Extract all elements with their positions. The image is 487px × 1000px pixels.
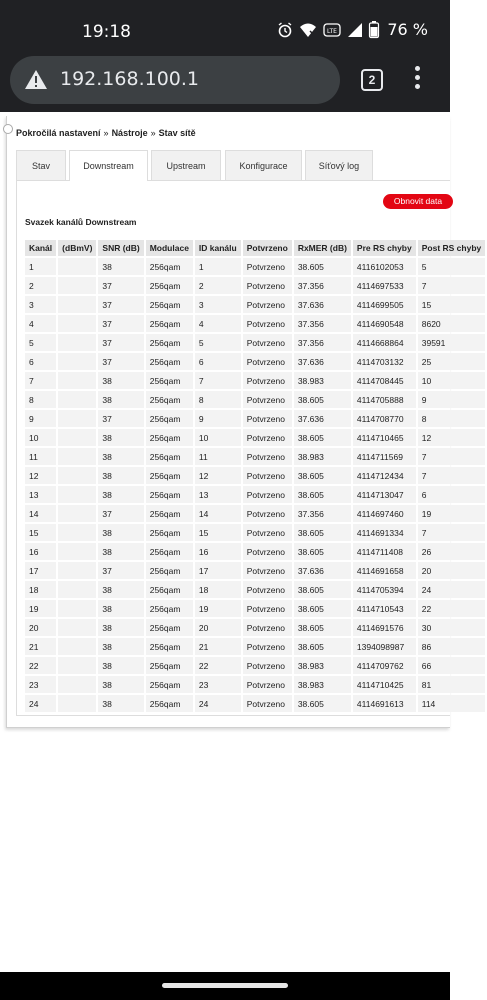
table-cell: 38 xyxy=(98,600,143,617)
table-cell: 17 xyxy=(25,562,56,579)
table-cell: 24 xyxy=(25,695,56,712)
table-cell: Potvrzeno xyxy=(243,410,292,427)
table-cell xyxy=(58,524,96,541)
table-cell: 38 xyxy=(98,695,143,712)
table-cell: 256qam xyxy=(146,562,193,579)
battery-percent: 76 % xyxy=(387,20,428,39)
table-cell: 38.983 xyxy=(294,448,351,465)
table-cell: 38.605 xyxy=(294,524,351,541)
table-cell: 256qam xyxy=(146,581,193,598)
status-time: 19:18 xyxy=(82,22,131,42)
wifi-icon xyxy=(299,22,317,38)
table-row xyxy=(25,353,485,370)
table-row xyxy=(25,657,485,674)
table-cell: 24 xyxy=(195,695,241,712)
table-cell: 4114709762 xyxy=(353,657,416,674)
table-cell: 256qam xyxy=(146,296,193,313)
table-cell: 39591 xyxy=(418,334,486,351)
table-cell: 37 xyxy=(98,410,143,427)
table-cell: 19 xyxy=(25,600,56,617)
browser-toolbar xyxy=(0,52,450,112)
column-header: SNR (dB) xyxy=(98,240,143,256)
table-cell: 4114691576 xyxy=(353,619,416,636)
table-cell: 256qam xyxy=(146,600,193,617)
battery-icon xyxy=(369,21,379,38)
table-cell: 38.983 xyxy=(294,676,351,693)
table-cell: 18 xyxy=(195,581,241,598)
table-cell: 22 xyxy=(195,657,241,674)
status-icons xyxy=(277,20,428,39)
table-cell: 38.605 xyxy=(294,391,351,408)
table-cell: 38 xyxy=(98,581,143,598)
table-cell xyxy=(58,334,96,351)
column-header: RxMER (dB) xyxy=(294,240,351,256)
breadcrumb-separator: » xyxy=(150,128,156,138)
table-cell: 38 xyxy=(98,258,143,275)
table-cell: 20 xyxy=(25,619,56,636)
table-cell: 2 xyxy=(25,277,56,294)
table-cell: Potvrzeno xyxy=(243,562,292,579)
table-cell: 66 xyxy=(418,657,486,674)
section-title: Svazek kanálů Downstream xyxy=(25,217,137,227)
table-cell: 37 xyxy=(98,315,143,332)
table-cell: 4114705888 xyxy=(353,391,416,408)
home-gesture-handle[interactable] xyxy=(162,983,288,988)
table-cell: 8 xyxy=(25,391,56,408)
table-cell: 15 xyxy=(195,524,241,541)
table-cell: 38.605 xyxy=(294,258,351,275)
table-cell: 256qam xyxy=(146,676,193,693)
table-cell: Potvrzeno xyxy=(243,676,292,693)
table-row xyxy=(25,581,485,598)
table-cell: 10 xyxy=(418,372,486,389)
table-row xyxy=(25,296,485,313)
table-cell: 8620 xyxy=(418,315,486,332)
table-cell: 4114697460 xyxy=(353,505,416,522)
table-cell: 5 xyxy=(25,334,56,351)
table-cell: 1 xyxy=(195,258,241,275)
table-cell: 30 xyxy=(418,619,486,636)
table-cell: 37 xyxy=(98,562,143,579)
table-cell: Potvrzeno xyxy=(243,391,292,408)
table-cell: 4114705394 xyxy=(353,581,416,598)
url-text[interactable]: 192.168.100.1 xyxy=(60,68,200,90)
table-cell xyxy=(58,657,96,674)
table-cell: 256qam xyxy=(146,486,193,503)
table-cell: Potvrzeno xyxy=(243,448,292,465)
table-cell: 256qam xyxy=(146,505,193,522)
table-cell: 37.356 xyxy=(294,315,351,332)
table-cell: 38 xyxy=(98,619,143,636)
table-cell: 4114708770 xyxy=(353,410,416,427)
table-cell: 16 xyxy=(195,543,241,560)
table-cell: 7 xyxy=(418,277,486,294)
table-cell: 6 xyxy=(25,353,56,370)
table-cell xyxy=(58,277,96,294)
column-header: ID kanálu xyxy=(195,240,241,256)
table-cell: 38 xyxy=(98,372,143,389)
table-cell: 38.605 xyxy=(294,543,351,560)
table-cell: 38.605 xyxy=(294,429,351,446)
warning-icon[interactable] xyxy=(24,68,48,92)
column-header: Potvrzeno xyxy=(243,240,292,256)
table-cell: 8 xyxy=(418,410,486,427)
table-cell: 256qam xyxy=(146,429,193,446)
table-cell: Potvrzeno xyxy=(243,277,292,294)
table-row xyxy=(25,543,485,560)
table-cell: 38.983 xyxy=(294,657,351,674)
tab-switcher-button[interactable]: 2 xyxy=(361,69,383,91)
table-cell: Potvrzeno xyxy=(243,600,292,617)
table-cell: 1 xyxy=(25,258,56,275)
table-cell: Potvrzeno xyxy=(243,353,292,370)
table-cell: 14 xyxy=(25,505,56,522)
table-cell: 17 xyxy=(195,562,241,579)
table-cell: 15 xyxy=(25,524,56,541)
table-cell: 256qam xyxy=(146,657,193,674)
dot-icon xyxy=(415,84,420,89)
table-cell: 4114710543 xyxy=(353,600,416,617)
tab-downstream[interactable]: Downstream xyxy=(69,150,148,181)
table-cell: 256qam xyxy=(146,372,193,389)
table-cell: 2 xyxy=(195,277,241,294)
table-row xyxy=(25,410,485,427)
table-cell xyxy=(58,429,96,446)
address-bar[interactable] xyxy=(10,56,340,104)
breadcrumb-item-advanced[interactable]: Pokročilá nastavení xyxy=(16,128,101,138)
table-cell: 256qam xyxy=(146,353,193,370)
table-row xyxy=(25,391,485,408)
table-row xyxy=(25,315,485,332)
table-cell: 18 xyxy=(25,581,56,598)
table-cell: 7 xyxy=(418,524,486,541)
table-cell: 37.636 xyxy=(294,562,351,579)
table-cell: 256qam xyxy=(146,258,193,275)
table-cell: 38 xyxy=(98,657,143,674)
table-row xyxy=(25,600,485,617)
table-cell: Potvrzeno xyxy=(243,315,292,332)
table-row xyxy=(25,619,485,636)
table-cell: 12 xyxy=(25,467,56,484)
table-cell: 4114691613 xyxy=(353,695,416,712)
table-cell: 7 xyxy=(418,448,486,465)
table-cell: 5 xyxy=(195,334,241,351)
svg-text:LTE: LTE xyxy=(327,27,338,35)
table-cell: 4114699505 xyxy=(353,296,416,313)
table-row xyxy=(25,277,485,294)
table-cell: 4 xyxy=(25,315,56,332)
table-cell: 13 xyxy=(195,486,241,503)
table-row xyxy=(25,638,485,655)
table-cell: 11 xyxy=(25,448,56,465)
table-cell: 12 xyxy=(195,467,241,484)
table-cell xyxy=(58,448,96,465)
table-cell: 114 xyxy=(418,695,486,712)
table-row xyxy=(25,467,485,484)
table-row xyxy=(25,524,485,541)
table-cell: 256qam xyxy=(146,467,193,484)
table-cell: 12 xyxy=(418,429,486,446)
table-cell xyxy=(58,581,96,598)
table-cell: 9 xyxy=(25,410,56,427)
table-cell: 23 xyxy=(25,676,56,693)
table-cell xyxy=(58,315,96,332)
table-row xyxy=(25,334,485,351)
table-cell: 20 xyxy=(195,619,241,636)
table-cell: 14 xyxy=(195,505,241,522)
column-header: Pre RS chyby xyxy=(353,240,416,256)
table-cell: Potvrzeno xyxy=(243,657,292,674)
table-cell xyxy=(58,600,96,617)
table-row xyxy=(25,505,485,522)
table-cell: 10 xyxy=(195,429,241,446)
table-cell xyxy=(58,505,96,522)
table-cell xyxy=(58,258,96,275)
table-cell: 4114711569 xyxy=(353,448,416,465)
table-cell: 256qam xyxy=(146,543,193,560)
table-cell: 26 xyxy=(418,543,486,560)
dot-icon xyxy=(415,75,420,80)
table-cell: 256qam xyxy=(146,315,193,332)
table-cell: 4114668864 xyxy=(353,334,416,351)
table-cell: 4114712434 xyxy=(353,467,416,484)
table-cell: 38 xyxy=(98,676,143,693)
table-cell: 38 xyxy=(98,543,143,560)
table-cell: 19 xyxy=(195,600,241,617)
table-row xyxy=(25,372,485,389)
table-cell: 3 xyxy=(195,296,241,313)
table-cell: 38.605 xyxy=(294,467,351,484)
table-cell: 9 xyxy=(418,391,486,408)
table-row xyxy=(25,486,485,503)
table-cell: 24 xyxy=(418,581,486,598)
table-cell: 16 xyxy=(25,543,56,560)
table-cell: 38.605 xyxy=(294,486,351,503)
more-menu-button[interactable] xyxy=(412,66,422,94)
table-cell: 22 xyxy=(418,600,486,617)
table-cell: 38.605 xyxy=(294,695,351,712)
table-cell: 7 xyxy=(195,372,241,389)
table-cell: 13 xyxy=(25,486,56,503)
system-nav-bar xyxy=(0,972,450,1000)
table-cell: 256qam xyxy=(146,334,193,351)
column-header: Modulace xyxy=(146,240,193,256)
table-cell: 38.605 xyxy=(294,600,351,617)
table-cell xyxy=(58,467,96,484)
volte-icon xyxy=(323,22,341,38)
table-row xyxy=(25,676,485,693)
table-cell: 4114691334 xyxy=(353,524,416,541)
table-cell: 4114708445 xyxy=(353,372,416,389)
table-cell: 23 xyxy=(195,676,241,693)
table-cell: 38 xyxy=(98,486,143,503)
table-cell: 21 xyxy=(195,638,241,655)
table-cell: 4114691658 xyxy=(353,562,416,579)
table-row xyxy=(25,258,485,275)
table-cell: Potvrzeno xyxy=(243,296,292,313)
table-cell: Potvrzeno xyxy=(243,543,292,560)
table-cell: 4114713047 xyxy=(353,486,416,503)
table-cell: Potvrzeno xyxy=(243,505,292,522)
table-cell: Potvrzeno xyxy=(243,334,292,351)
table-cell: 37.356 xyxy=(294,334,351,351)
table-cell: 37.356 xyxy=(294,505,351,522)
table-cell: 37.636 xyxy=(294,353,351,370)
table-cell: 5 xyxy=(418,258,486,275)
table-cell: 11 xyxy=(195,448,241,465)
table-cell: 38 xyxy=(98,467,143,484)
dot-icon xyxy=(415,66,420,71)
table-cell: 4114710465 xyxy=(353,429,416,446)
table-cell: 4114703132 xyxy=(353,353,416,370)
table-cell: 37 xyxy=(98,334,143,351)
table-cell: 38.605 xyxy=(294,619,351,636)
table-cell: Potvrzeno xyxy=(243,258,292,275)
alarm-icon xyxy=(277,22,293,38)
table-cell: 4114690548 xyxy=(353,315,416,332)
table-cell: Potvrzeno xyxy=(243,695,292,712)
breadcrumb-item-tools[interactable]: Nástroje xyxy=(111,128,148,138)
table-cell: 37.636 xyxy=(294,410,351,427)
table-cell: Potvrzeno xyxy=(243,486,292,503)
table-cell: Potvrzeno xyxy=(243,429,292,446)
tab-upstream[interactable]: Upstream xyxy=(151,150,221,180)
table-cell: 15 xyxy=(418,296,486,313)
table-cell: 6 xyxy=(418,486,486,503)
tab-stav[interactable]: Stav xyxy=(16,150,66,180)
table-cell: 38 xyxy=(98,391,143,408)
downstream-panel xyxy=(16,180,482,716)
table-cell: 37 xyxy=(98,505,143,522)
table-cell: 256qam xyxy=(146,448,193,465)
table-cell xyxy=(58,676,96,693)
table-row xyxy=(25,695,485,712)
table-cell: 38 xyxy=(98,638,143,655)
frame-handle xyxy=(3,124,13,134)
table-cell xyxy=(58,486,96,503)
tab-konfigurace[interactable]: Konfigurace xyxy=(225,150,302,180)
table-header-row xyxy=(25,240,485,256)
table-cell: 4114710425 xyxy=(353,676,416,693)
table-cell: 37.636 xyxy=(294,296,351,313)
table-cell xyxy=(58,562,96,579)
table-cell xyxy=(58,543,96,560)
table-cell: Potvrzeno xyxy=(243,638,292,655)
table-cell: 256qam xyxy=(146,695,193,712)
refresh-data-button[interactable]: Obnovit data xyxy=(383,194,453,209)
table-cell: 86 xyxy=(418,638,486,655)
table-cell: 38 xyxy=(98,524,143,541)
table-cell: 37.356 xyxy=(294,277,351,294)
table-cell: 9 xyxy=(195,410,241,427)
table-cell: 38 xyxy=(98,448,143,465)
table-cell: Potvrzeno xyxy=(243,619,292,636)
table-cell: 256qam xyxy=(146,638,193,655)
table-cell xyxy=(58,296,96,313)
table-cell: 38.983 xyxy=(294,372,351,389)
status-bar xyxy=(0,0,450,60)
table-cell: Potvrzeno xyxy=(243,467,292,484)
tab-sitovy-log[interactable]: Síťový log xyxy=(305,150,373,180)
table-row xyxy=(25,448,485,465)
table-body xyxy=(25,258,485,712)
table-cell: 37 xyxy=(98,353,143,370)
table-cell: 4114711408 xyxy=(353,543,416,560)
table-cell: 22 xyxy=(25,657,56,674)
table-cell: 81 xyxy=(418,676,486,693)
table-cell: 7 xyxy=(25,372,56,389)
table-cell: 38 xyxy=(98,429,143,446)
table-cell: 4 xyxy=(195,315,241,332)
table-cell: 256qam xyxy=(146,524,193,541)
table-cell: 20 xyxy=(418,562,486,579)
table-cell xyxy=(58,638,96,655)
table-cell xyxy=(58,372,96,389)
table-cell: Potvrzeno xyxy=(243,581,292,598)
table-row xyxy=(25,429,485,446)
breadcrumb-separator: » xyxy=(103,128,109,138)
table-cell xyxy=(58,391,96,408)
table-cell xyxy=(58,353,96,370)
table-cell: Potvrzeno xyxy=(243,524,292,541)
column-header: Post RS chyby xyxy=(418,240,486,256)
table-cell: 4116102053 xyxy=(353,258,416,275)
table-cell xyxy=(58,695,96,712)
table-cell: 8 xyxy=(195,391,241,408)
table-cell: 3 xyxy=(25,296,56,313)
table-cell: 256qam xyxy=(146,277,193,294)
table-cell: 19 xyxy=(418,505,486,522)
signal-icon xyxy=(347,22,363,38)
column-header: (dBmV) xyxy=(58,240,96,256)
table-cell: 4114697533 xyxy=(353,277,416,294)
table-cell xyxy=(58,410,96,427)
table-cell: 38.605 xyxy=(294,638,351,655)
column-header: Kanál xyxy=(25,240,56,256)
table-row xyxy=(25,562,485,579)
table-cell: 6 xyxy=(195,353,241,370)
table-cell: 10 xyxy=(25,429,56,446)
table-cell: 25 xyxy=(418,353,486,370)
table-cell: 7 xyxy=(418,467,486,484)
table-cell: 1394098987 xyxy=(353,638,416,655)
table-cell: 256qam xyxy=(146,410,193,427)
table-cell: 256qam xyxy=(146,619,193,636)
table-cell: 37 xyxy=(98,296,143,313)
breadcrumb xyxy=(16,128,196,138)
table-cell xyxy=(58,619,96,636)
table-cell: Potvrzeno xyxy=(243,372,292,389)
table-cell: 37 xyxy=(98,277,143,294)
table-cell: 38.605 xyxy=(294,581,351,598)
web-page xyxy=(0,112,482,972)
breadcrumb-item-network-status: Stav sítě xyxy=(158,128,196,138)
table-cell: 21 xyxy=(25,638,56,655)
table-cell: 256qam xyxy=(146,391,193,408)
downstream-table xyxy=(23,238,487,714)
